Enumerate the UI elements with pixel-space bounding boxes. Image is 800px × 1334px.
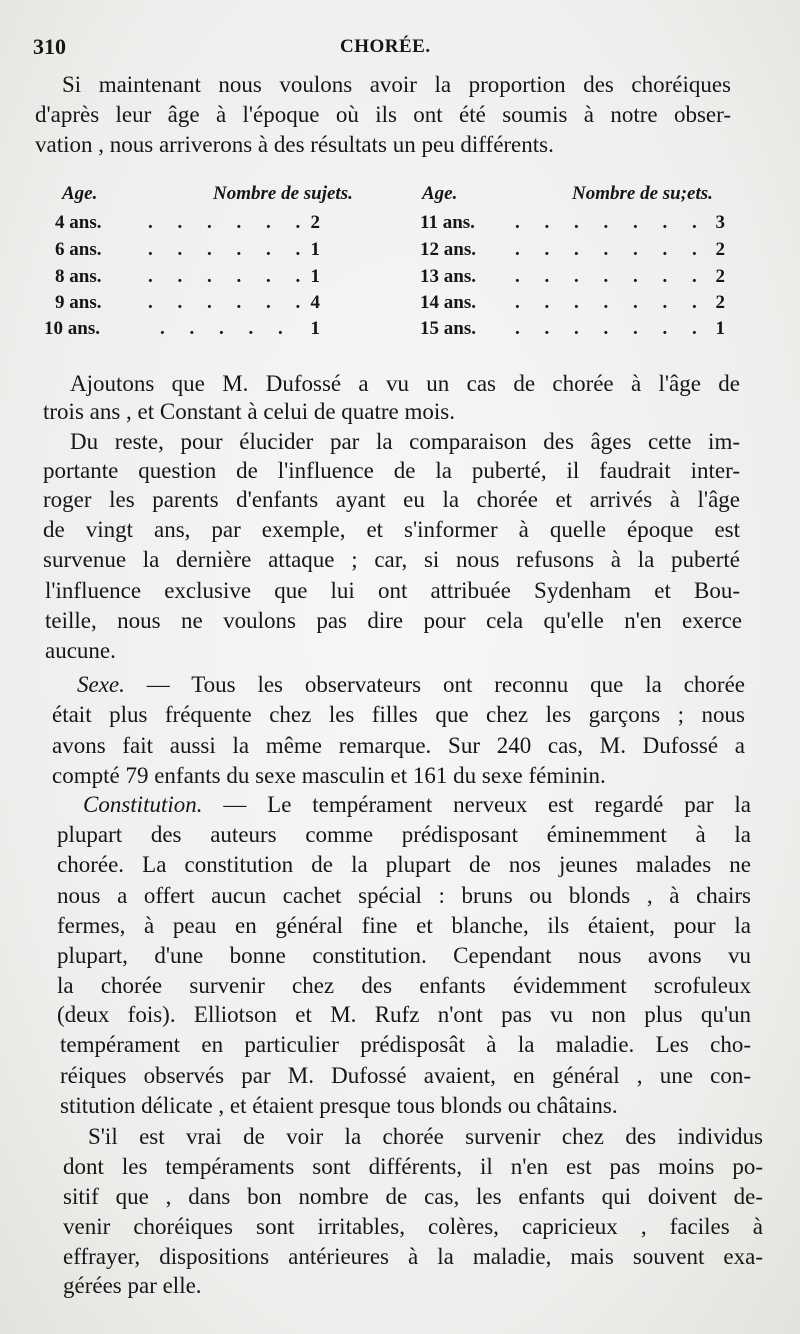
text-line: gérées par elle. xyxy=(63,1273,202,1298)
table-header-age-right: Age. xyxy=(422,183,458,204)
page-number: 310 xyxy=(33,34,66,59)
table-cell-age: 12 ans. xyxy=(420,239,476,260)
table-cell-age: 8 ans. xyxy=(55,266,102,287)
table-leader-dots: . . . . . . . xyxy=(515,239,707,260)
table-header-age-left: Age. xyxy=(62,183,98,204)
table-leader-dots: . . . . . . . xyxy=(515,318,707,339)
table-cell-age: 9 ans. xyxy=(55,292,102,313)
text-line: S'il est vrai de voir la chorée survenir chez des individus xyxy=(88,1124,763,1149)
text-line: Ajoutons que M. Dufossé a vu un cas de chorée à l'âge de xyxy=(70,371,740,396)
text-line: de vingt ans, par exemple, et s'informer à quelle époque est xyxy=(43,517,740,542)
table-cell-count: 2 xyxy=(715,239,725,260)
text-line: l'influence exclusive que lui ont attribuée Sydenham et Bou- xyxy=(45,578,740,603)
text-line: fermes, à peau en général fine et blanche, ils étaient, pour la xyxy=(57,913,751,938)
text-line: sitif que , dans bon nombre de cas, les enfants qui doivent de- xyxy=(63,1184,763,1209)
table-cell-count: 1 xyxy=(310,318,320,339)
table-leader-dots: . . . . . . xyxy=(148,266,311,287)
text-line: d'après leur âge à l'époque où ils ont été soumis à notre obser- xyxy=(35,102,731,127)
text-line: plupart, d'une bonne constitution. Cependant nous avons vu xyxy=(57,943,751,968)
table-cell-age: 14 ans. xyxy=(420,292,476,313)
text-line: nous a offert aucun cachet spécial : bruns ou blonds , à chairs xyxy=(57,883,751,908)
table-cell-count: 1 xyxy=(310,266,320,287)
text-span: — Tous les observateurs ont reconnu que la chorée xyxy=(124,672,745,697)
table-cell-age: 10 ans. xyxy=(44,318,100,339)
table-cell-count: 2 xyxy=(715,266,725,287)
running-head: CHORÉE. xyxy=(340,36,431,57)
table-leader-dots: . . . . . . . xyxy=(515,212,707,233)
text-line: plupart des auteurs comme prédisposant éminemment à la xyxy=(57,822,751,847)
table-cell-count: 1 xyxy=(715,318,725,339)
text-line: roger les parents d'enfants ayant eu la chorée et arrivés à l'âge xyxy=(43,487,740,512)
section-lead-constitution: Constitution. xyxy=(83,792,203,817)
text-line: Si maintenant nous voulons avoir la proportion des choréiques xyxy=(62,72,731,97)
text-line: (deux fois). Elliotson et M. Rufz n'ont pas vu non plus qu'un xyxy=(57,1002,751,1027)
text-line xyxy=(0,790,751,820)
text-line: Du reste, pour élucider par la comparaison des âges cette im- xyxy=(70,429,740,454)
text-line: survenue la dernière attaque ; car, si nous refusons à la puberté xyxy=(43,547,740,572)
table-leader-dots: . . . . . . . xyxy=(515,292,707,313)
text-line: dont les tempéraments sont différents, il n'en est pas moins po- xyxy=(63,1154,763,1179)
text-line: était plus fréquente chez les filles que chez les garçons ; nous xyxy=(52,702,745,727)
table-cell-age: 15 ans. xyxy=(420,318,476,339)
text-line: effrayer, dispositions antérieures à la maladie, mais souvent exa- xyxy=(63,1244,763,1269)
text-line: stitution délicate , et étaient presque tous blonds ou châtains. xyxy=(60,1093,618,1118)
table-cell-count: 2 xyxy=(310,212,320,233)
text-line: vation , nous arriverons à des résultats un peu différents. xyxy=(35,132,554,157)
text-line xyxy=(0,670,745,700)
section-lead-sexe: Sexe. xyxy=(77,672,125,697)
table-cell-age: 13 ans. xyxy=(420,266,476,287)
text-line: aucune. xyxy=(45,638,116,663)
text-line: teille, nous ne voulons pas dire pour cela qu'elle n'en exerce xyxy=(45,608,742,633)
text-line: compté 79 enfants du sexe masculin et 161 du sexe féminin. xyxy=(52,763,606,788)
page-header xyxy=(0,34,800,64)
text-span: — Le tempérament nerveux est regardé par la xyxy=(202,792,751,817)
table-leader-dots: . . . . . . xyxy=(148,212,311,233)
table-cell-count: 2 xyxy=(715,292,725,313)
text-line: trois ans , et Constant à celui de quatre mois. xyxy=(43,399,455,424)
text-line: réiques observés par M. Dufossé avaient, en général , une con- xyxy=(60,1063,751,1088)
text-line: venir choréiques sont irritables, colères, capricieux , faciles à xyxy=(63,1214,763,1239)
table-cell-count: 1 xyxy=(310,239,320,260)
text-line: chorée. La constitution de la plupart de nos jeunes malades ne xyxy=(57,852,751,877)
table-leader-dots: . . . . . xyxy=(160,318,293,339)
table-leader-dots: . . . . . . xyxy=(148,292,311,313)
text-line: avons fait aussi la même remarque. Sur 240 cas, M. Dufossé a xyxy=(52,733,745,758)
table-cell-count: 3 xyxy=(715,212,725,233)
table-cell-count: 4 xyxy=(310,292,320,313)
text-line: tempérament en particulier prédisposât à la maladie. Les cho- xyxy=(60,1032,751,1057)
table-header-count-right: Nombre de su;ets. xyxy=(572,183,713,204)
text-line: la chorée survenir chez des enfants évidemment scrofuleux xyxy=(57,973,751,998)
text-line: portante question de l'influence de la puberté, il faudrait inter- xyxy=(43,458,740,483)
table-cell-age: 4 ans. xyxy=(55,212,102,233)
table-header-count-left: Nombre de sujets. xyxy=(213,183,353,204)
table-cell-age: 11 ans. xyxy=(420,212,475,233)
table-leader-dots: . . . . . . . xyxy=(515,266,707,287)
table-cell-age: 6 ans. xyxy=(55,239,102,260)
table-leader-dots: . . . . . . xyxy=(148,239,311,260)
